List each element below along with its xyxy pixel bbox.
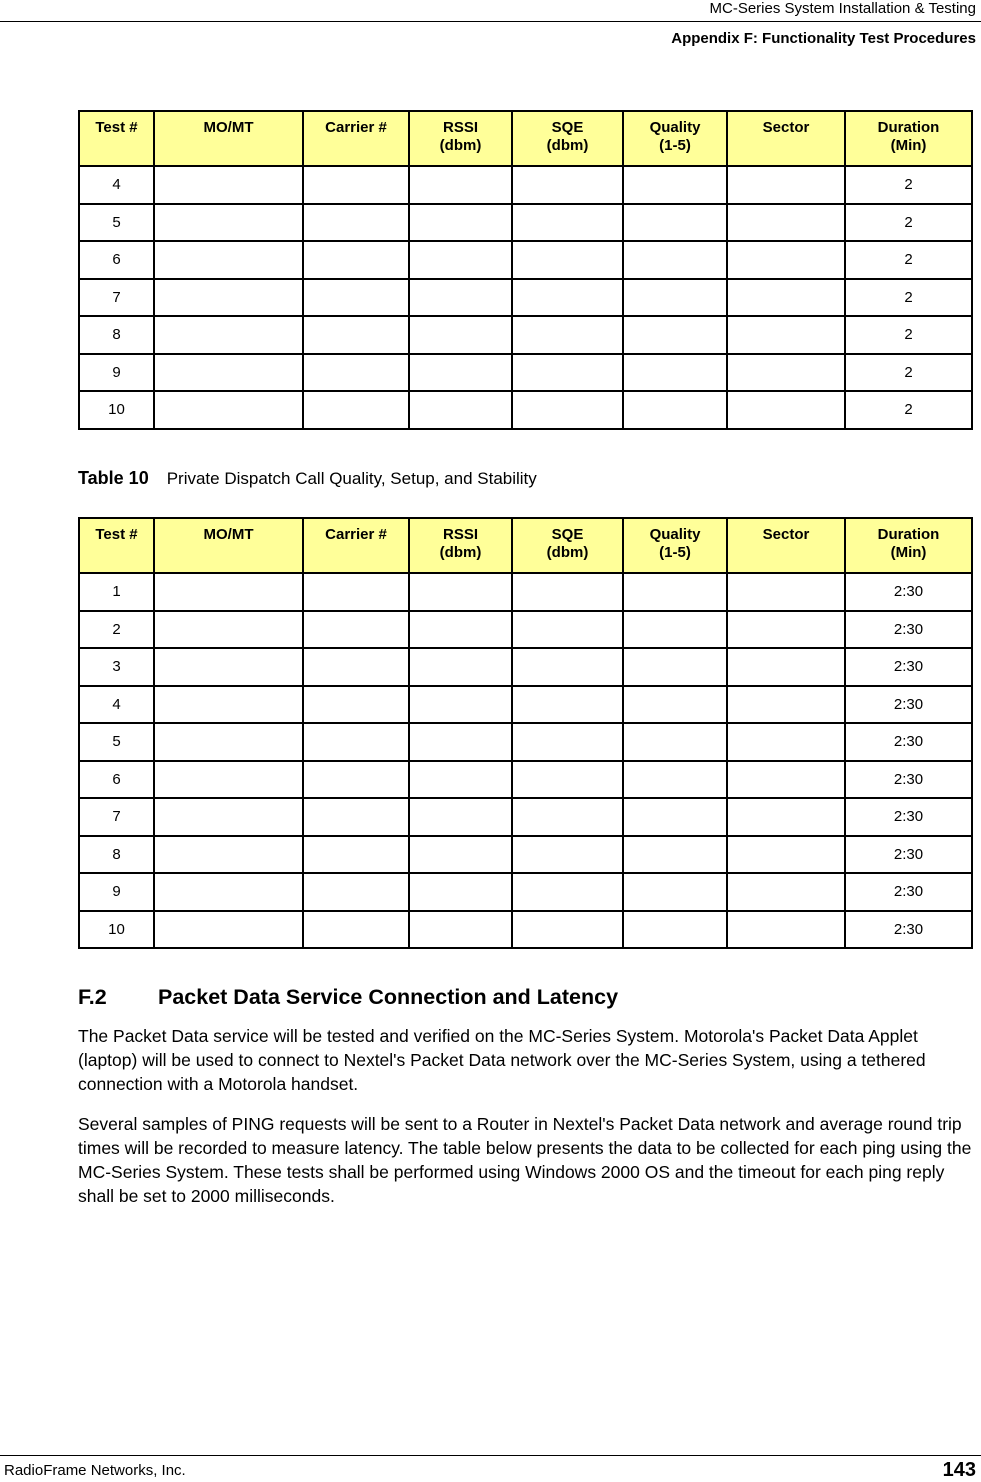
column-header-line: (Min)	[890, 544, 927, 561]
empty-cell	[512, 798, 623, 836]
column-header-line: Carrier #	[325, 526, 387, 543]
empty-cell	[623, 911, 727, 949]
empty-cell	[409, 723, 512, 761]
column-header	[845, 111, 972, 166]
dispatch-call-table-continued	[78, 110, 973, 430]
empty-cell	[512, 204, 623, 242]
section-heading	[78, 985, 618, 1010]
empty-cell	[623, 204, 727, 242]
empty-cell	[623, 316, 727, 354]
empty-cell	[303, 836, 409, 874]
empty-cell	[154, 686, 303, 724]
table-row	[79, 204, 972, 242]
empty-cell	[154, 911, 303, 949]
empty-cell	[409, 573, 512, 611]
section-paragraph-2: Several samples of PING requests will be sent to a Router in Nextel's Packet Data network and average round trip times will be recorded to measure latency. The table below presents the data to be collected for each ping using the MC-Series System. These tests shall be performed using Windows 2000 OS and the timeout for each ping reply shall be set to 2000 milliseconds.	[78, 1114, 972, 1206]
test-number-cell: 1	[79, 573, 154, 611]
empty-cell	[727, 873, 845, 911]
column-header	[727, 518, 845, 573]
empty-cell	[512, 316, 623, 354]
test-number-cell: 5	[79, 723, 154, 761]
table-header-row	[79, 518, 972, 573]
empty-cell	[623, 391, 727, 429]
empty-cell	[154, 648, 303, 686]
column-header	[512, 518, 623, 573]
duration-cell: 2	[845, 204, 972, 242]
column-header-line: MO/MT	[203, 526, 254, 543]
test-number-cell: 4	[79, 686, 154, 724]
section-number: F.2	[78, 985, 107, 1009]
empty-cell	[512, 686, 623, 724]
column-header-line: MO/MT	[203, 119, 254, 136]
empty-cell	[303, 279, 409, 317]
table-row	[79, 648, 972, 686]
duration-cell: 2	[845, 354, 972, 392]
column-header	[623, 518, 727, 573]
test-number-cell: 8	[79, 836, 154, 874]
empty-cell	[303, 723, 409, 761]
empty-cell	[727, 798, 845, 836]
empty-cell	[409, 761, 512, 799]
column-header-line: SQE	[551, 119, 584, 136]
appendix-title: Appendix F: Functionality Test Procedures	[671, 30, 976, 47]
empty-cell	[303, 204, 409, 242]
empty-cell	[727, 686, 845, 724]
empty-cell	[409, 836, 512, 874]
empty-cell	[303, 391, 409, 429]
page-number: 143	[942, 1459, 976, 1481]
section-paragraph-1: The Packet Data service will be tested and verified on the MC-Series System. Motorola's Packet Data Applet (laptop) will be used to connect to Nextel's Packet Data network over the MC-Series System, using a tethered connection with a Motorola handset.	[78, 1026, 926, 1094]
column-header-line: (1-5)	[659, 544, 691, 561]
empty-cell	[727, 354, 845, 392]
table-caption	[78, 468, 537, 489]
test-number-cell: 6	[79, 241, 154, 279]
duration-cell: 2	[845, 279, 972, 317]
empty-cell	[727, 204, 845, 242]
table-row	[79, 761, 972, 799]
empty-cell	[303, 354, 409, 392]
table-caption-number: Table 10	[78, 468, 149, 488]
empty-cell	[512, 279, 623, 317]
empty-cell	[409, 354, 512, 392]
document-title: MC-Series System Installation & Testing	[709, 0, 976, 17]
empty-cell	[623, 279, 727, 317]
duration-cell: 2:30	[845, 911, 972, 949]
footer-divider	[0, 1455, 981, 1456]
duration-cell: 2:30	[845, 723, 972, 761]
empty-cell	[409, 873, 512, 911]
empty-cell	[154, 836, 303, 874]
table-row	[79, 873, 972, 911]
empty-cell	[727, 611, 845, 649]
column-header-line: Test #	[95, 119, 138, 136]
section-title: Packet Data Service Connection and Latency	[158, 985, 619, 1009]
empty-cell	[409, 611, 512, 649]
duration-cell: 2:30	[845, 798, 972, 836]
empty-cell	[512, 391, 623, 429]
test-number-cell: 3	[79, 648, 154, 686]
column-header	[154, 111, 303, 166]
empty-cell	[303, 873, 409, 911]
empty-cell	[727, 166, 845, 204]
empty-cell	[154, 723, 303, 761]
empty-cell	[623, 686, 727, 724]
test-number-cell: 10	[79, 911, 154, 949]
test-number-cell: 7	[79, 279, 154, 317]
empty-cell	[512, 241, 623, 279]
column-header-line: Sector	[762, 526, 810, 543]
column-header-line: (dbm)	[439, 137, 482, 154]
empty-cell	[154, 354, 303, 392]
empty-cell	[623, 241, 727, 279]
test-number-cell: 10	[79, 391, 154, 429]
empty-cell	[512, 648, 623, 686]
empty-cell	[409, 911, 512, 949]
table-row	[79, 686, 972, 724]
empty-cell	[727, 279, 845, 317]
empty-cell	[512, 166, 623, 204]
column-header	[154, 518, 303, 573]
table-row	[79, 911, 972, 949]
column-header-line: (1-5)	[659, 137, 691, 154]
column-header-line: Duration	[877, 119, 940, 136]
empty-cell	[727, 836, 845, 874]
table-row	[79, 836, 972, 874]
test-number-cell: 9	[79, 873, 154, 911]
empty-cell	[623, 573, 727, 611]
test-number-cell: 9	[79, 354, 154, 392]
empty-cell	[512, 761, 623, 799]
empty-cell	[303, 648, 409, 686]
empty-cell	[303, 241, 409, 279]
test-number-cell: 7	[79, 798, 154, 836]
empty-cell	[623, 648, 727, 686]
empty-cell	[303, 316, 409, 354]
column-header-line: (dbm)	[439, 544, 482, 561]
empty-cell	[623, 761, 727, 799]
test-number-cell: 2	[79, 611, 154, 649]
column-header	[845, 518, 972, 573]
empty-cell	[512, 836, 623, 874]
private-dispatch-call-table	[78, 517, 973, 949]
empty-cell	[623, 723, 727, 761]
table-row	[79, 279, 972, 317]
duration-cell: 2:30	[845, 761, 972, 799]
column-header-line: Duration	[877, 526, 940, 543]
duration-cell: 2:30	[845, 573, 972, 611]
empty-cell	[727, 911, 845, 949]
empty-cell	[154, 573, 303, 611]
duration-cell: 2:30	[845, 873, 972, 911]
column-header	[512, 111, 623, 166]
empty-cell	[154, 279, 303, 317]
empty-cell	[303, 166, 409, 204]
test-number-cell: 8	[79, 316, 154, 354]
empty-cell	[409, 648, 512, 686]
duration-cell: 2:30	[845, 611, 972, 649]
column-header-line: (Min)	[890, 137, 927, 154]
empty-cell	[154, 316, 303, 354]
empty-cell	[303, 573, 409, 611]
column-header-line: Carrier #	[325, 119, 387, 136]
empty-cell	[727, 573, 845, 611]
column-header-line: Quality	[649, 119, 701, 136]
column-header	[727, 111, 845, 166]
empty-cell	[154, 873, 303, 911]
test-number-cell: 6	[79, 761, 154, 799]
column-header-line: RSSI	[442, 526, 478, 543]
empty-cell	[409, 391, 512, 429]
footer-company: RadioFrame Networks, Inc.	[4, 1462, 186, 1479]
column-header-line: SQE	[551, 526, 584, 543]
table-header-row	[79, 111, 972, 166]
column-header-line: Quality	[649, 526, 701, 543]
duration-cell: 2	[845, 166, 972, 204]
table-row	[79, 611, 972, 649]
duration-cell: 2:30	[845, 648, 972, 686]
table-row	[79, 166, 972, 204]
duration-cell: 2	[845, 391, 972, 429]
column-header-line: (dbm)	[546, 544, 589, 561]
empty-cell	[512, 723, 623, 761]
empty-cell	[303, 911, 409, 949]
empty-cell	[727, 648, 845, 686]
column-header	[79, 111, 154, 166]
column-header	[79, 518, 154, 573]
column-header	[409, 111, 512, 166]
empty-cell	[154, 798, 303, 836]
column-header	[623, 111, 727, 166]
test-number-cell: 5	[79, 204, 154, 242]
empty-cell	[512, 573, 623, 611]
table-row	[79, 316, 972, 354]
empty-cell	[409, 798, 512, 836]
table-row	[79, 354, 972, 392]
empty-cell	[154, 761, 303, 799]
header-divider	[0, 21, 981, 22]
empty-cell	[623, 354, 727, 392]
empty-cell	[154, 391, 303, 429]
empty-cell	[409, 279, 512, 317]
empty-cell	[512, 354, 623, 392]
empty-cell	[303, 611, 409, 649]
column-header-line: (dbm)	[546, 137, 589, 154]
empty-cell	[154, 611, 303, 649]
table-row	[79, 798, 972, 836]
empty-cell	[154, 166, 303, 204]
duration-cell: 2:30	[845, 686, 972, 724]
empty-cell	[409, 241, 512, 279]
empty-cell	[409, 204, 512, 242]
column-header	[303, 111, 409, 166]
empty-cell	[409, 316, 512, 354]
empty-cell	[623, 798, 727, 836]
test-number-cell: 4	[79, 166, 154, 204]
empty-cell	[727, 241, 845, 279]
empty-cell	[303, 686, 409, 724]
empty-cell	[623, 166, 727, 204]
empty-cell	[154, 204, 303, 242]
duration-cell: 2	[845, 241, 972, 279]
empty-cell	[409, 686, 512, 724]
empty-cell	[623, 611, 727, 649]
column-header-line: Sector	[762, 119, 810, 136]
empty-cell	[303, 761, 409, 799]
empty-cell	[512, 611, 623, 649]
column-header-line: Test #	[95, 526, 138, 543]
table-row	[79, 573, 972, 611]
empty-cell	[512, 911, 623, 949]
empty-cell	[303, 798, 409, 836]
column-header-line: RSSI	[442, 119, 478, 136]
table-row	[79, 723, 972, 761]
table-row	[79, 391, 972, 429]
empty-cell	[154, 241, 303, 279]
empty-cell	[512, 873, 623, 911]
empty-cell	[623, 873, 727, 911]
duration-cell: 2	[845, 316, 972, 354]
table-row	[79, 241, 972, 279]
empty-cell	[727, 723, 845, 761]
table-caption-text: Private Dispatch Call Quality, Setup, and Stability	[166, 469, 537, 488]
empty-cell	[409, 166, 512, 204]
duration-cell: 2:30	[845, 836, 972, 874]
empty-cell	[727, 391, 845, 429]
empty-cell	[727, 316, 845, 354]
column-header	[409, 518, 512, 573]
empty-cell	[727, 761, 845, 799]
column-header	[303, 518, 409, 573]
empty-cell	[623, 836, 727, 874]
